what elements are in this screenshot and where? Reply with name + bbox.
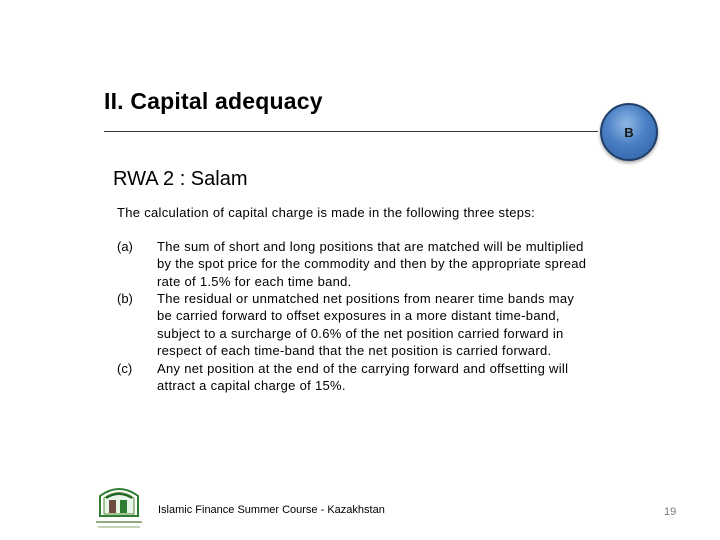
slide-subtitle: RWA 2 : Salam	[113, 168, 248, 190]
step-label-c: (c)	[117, 361, 133, 376]
section-badge	[600, 103, 658, 161]
step-a-line: rate of 1.5% for each time band.	[157, 273, 352, 289]
intro-text: The calculation of capital charge is made in the following three steps:	[117, 205, 536, 220]
slide-title: II. Capital adequacy	[104, 88, 323, 114]
step-text-c	[157, 360, 647, 395]
step-b-line: respect of each time-band that the net position is carried forward.	[157, 342, 552, 358]
step-a-line: The sum of short and long positions that are matched will be multiplied	[157, 239, 584, 254]
institute-logo	[92, 484, 146, 532]
footer-text: Islamic Finance Summer Course - Kazakhstan	[158, 504, 385, 516]
badge-label: B	[624, 124, 634, 140]
step-b-line: The residual or unmatched net positions from nearer time bands may	[157, 291, 575, 306]
page-number: 19	[664, 506, 677, 518]
step-text-a	[157, 238, 647, 290]
title-divider	[104, 131, 598, 132]
step-label-a: (a)	[117, 239, 133, 254]
step-c-line: attract a capital charge of 15%.	[157, 378, 346, 394]
step-a-line: by the spot price for the commodity and then by the appropriate spread	[157, 256, 587, 272]
step-c-line: Any net position at the end of the carrying forward and offsetting will	[157, 361, 569, 376]
step-b-line: subject to a surcharge of 0.6% of the net position carried forward in	[157, 325, 564, 341]
step-text-b	[157, 290, 647, 359]
step-b-line: be carried forward to offset exposures in a more distant time-band,	[157, 308, 560, 324]
step-label-b: (b)	[117, 291, 133, 306]
